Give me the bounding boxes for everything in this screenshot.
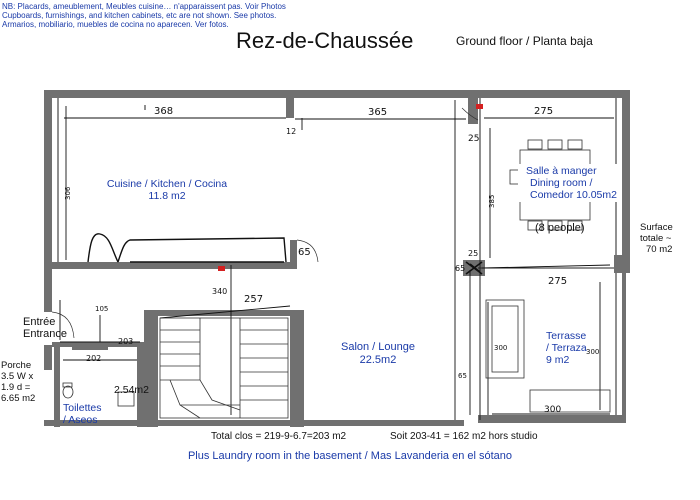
dim-terrace-300-bottom: 300 — [544, 405, 562, 415]
door-swings — [52, 108, 478, 338]
dining-capacity: (8 people) — [535, 222, 585, 234]
wall-top — [44, 90, 630, 98]
dim-top-left: 368 — [154, 106, 174, 117]
entrance-line1: Entrée — [23, 316, 56, 328]
terrace-line1: Terrasse — [546, 330, 587, 342]
entrance-line2: Entrance — [23, 328, 68, 340]
porch-line1: Porche — [1, 360, 32, 371]
note-french: NB: Placards, ameublement, Meubles cuisine… n'apparaissent pas. Voir Photos — [2, 2, 286, 11]
plan-title: Rez-de-Chaussée — [236, 28, 414, 53]
dim-terrace-300-right: 300 — [586, 348, 600, 356]
pillar-12 — [286, 98, 294, 118]
surface-line3: 70 m2 — [646, 244, 673, 255]
dim-dining-height: 385 — [488, 194, 496, 208]
dim-top-mid: 365 — [368, 107, 388, 118]
kitchen-label — [96, 178, 238, 202]
dim-mid-65a: 65 — [298, 247, 311, 258]
porch-line2: 3.5 W x — [1, 371, 34, 382]
porch-line3: 1.9 d = — [1, 382, 31, 393]
soit-text: Soit 203-41 = 162 m2 hors studio — [390, 431, 538, 442]
kitchen-counter — [88, 234, 286, 262]
kitchen-area: 11.8 m2 — [148, 190, 186, 202]
dim-wc-202: 202 — [86, 354, 102, 363]
plan-subtitle: Ground floor / Planta baja — [456, 34, 593, 48]
dim-top-right: 275 — [534, 106, 554, 117]
note-english: Cupboards, furnishings, and kitchen cabinets, etc are not shown. See photos. — [2, 11, 277, 20]
wall-porch-stub — [72, 344, 108, 350]
porch-label — [1, 360, 35, 404]
lounge-area: 22.5m2 — [359, 354, 397, 366]
dim-terrace-300-left: 300 — [494, 344, 508, 352]
dim-pillar-12: 12 — [286, 127, 297, 136]
marker-red-left — [218, 266, 225, 271]
dim-kitchen-height: 306 — [64, 186, 72, 200]
total-clos: Total clos = 219-9-6.7=203 m2 — [211, 431, 347, 442]
surface-label — [640, 222, 673, 255]
wall-terrace-bottom — [478, 415, 626, 423]
dining-line3: Comedor 10.05m2 — [530, 189, 617, 201]
dim-misc-65: 65 — [458, 372, 467, 380]
dim-entry-105: 105 — [95, 305, 109, 313]
dining-label — [518, 164, 619, 202]
surface-line1: Surface — [640, 222, 673, 233]
dim-entry-203: 203 — [118, 337, 134, 346]
terrace-area: 9 m2 — [546, 354, 570, 366]
staircase — [160, 318, 288, 418]
pillar-25 — [468, 98, 478, 124]
lounge-label — [330, 341, 426, 367]
note-spanish: Armarios, mobiliario, muebles de cocina no aparecen. Ver fotos. — [2, 20, 229, 29]
wall-right-lower — [622, 273, 626, 423]
wall-bottom — [44, 420, 464, 426]
dim-right-275: 275 — [548, 276, 568, 287]
porch-line4: 6.65 m2 — [1, 393, 36, 404]
wall-stair-top — [144, 310, 304, 316]
wall-stair-right — [290, 310, 304, 427]
wall-toilet-left — [54, 347, 60, 427]
marker-red-right — [476, 104, 483, 109]
wall-stair-left — [144, 310, 158, 427]
toilets-line2: / Aseos — [63, 414, 98, 426]
lounge-name: Salon / Lounge — [340, 341, 415, 353]
toilets-label — [63, 402, 102, 426]
dim-stair-340: 340 — [212, 287, 228, 296]
kitchen-name: Cuisine / Kitchen / Cocina — [106, 178, 228, 190]
terrace-line2: / Terraza — [546, 342, 587, 354]
wall-right-upper — [622, 90, 630, 255]
dim-pillar-25b: 25 — [468, 249, 479, 258]
terrace-label — [546, 330, 587, 366]
wall-right-pillar — [614, 255, 630, 273]
laundry-note: Plus Laundry room in the basement / Mas Lavanderia en el sótano — [187, 450, 513, 462]
wall-kitchen-stub — [290, 240, 297, 269]
dim-mid-65b: 65 — [455, 264, 466, 273]
toilets-line1: Toilettes — [63, 402, 102, 414]
dim-stair-257: 257 — [244, 294, 264, 305]
wall-kitchen-bottom — [52, 262, 290, 269]
dim-pillar-25a: 25 — [468, 134, 480, 144]
dining-line1: Salle à manger — [526, 165, 597, 177]
wall-left-upper — [44, 90, 52, 312]
surface-line2: totale ~ — [640, 233, 672, 244]
wall-left-mid — [44, 345, 52, 370]
dining-line2: Dining room / — [530, 177, 593, 189]
entrance-label — [23, 316, 67, 340]
toilets-area: 2.54m2 — [114, 384, 150, 396]
